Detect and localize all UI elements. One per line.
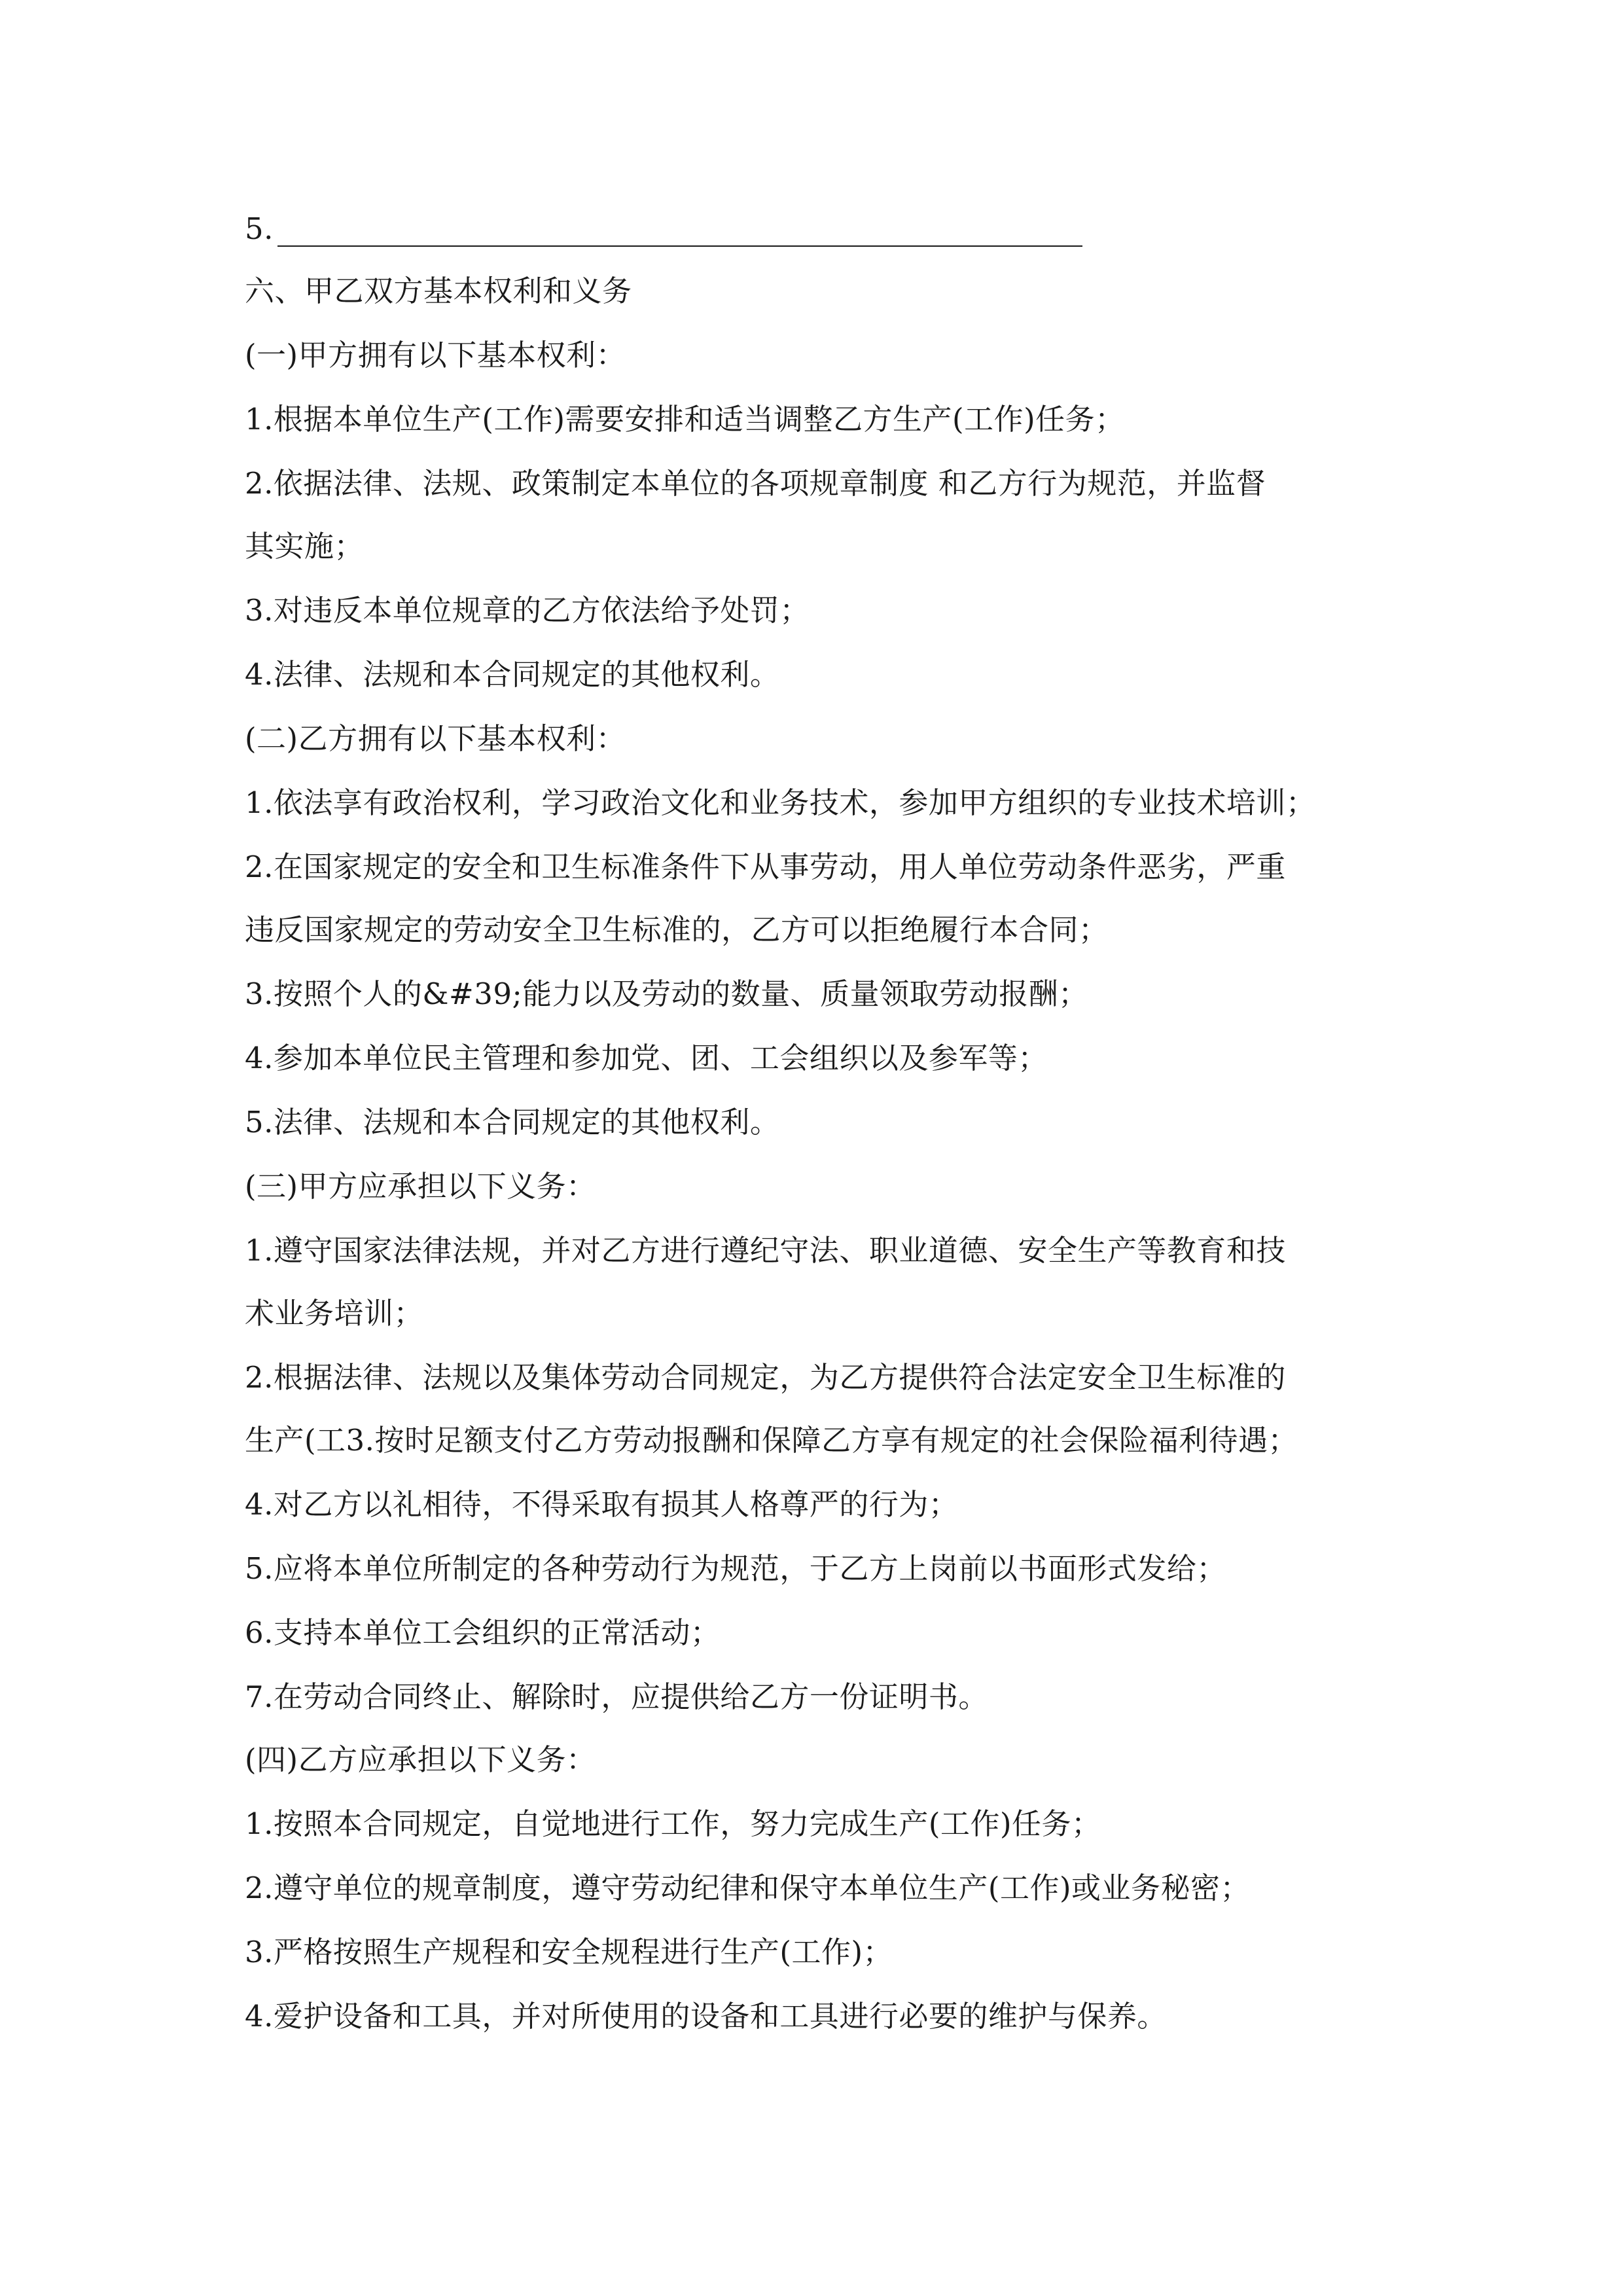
subsection-heading-3: (三)甲方应承担以下义务： bbox=[245, 1169, 596, 1204]
paragraph-line: 4.参加本单位民主管理和参加党、团、工会组织以及参军等； bbox=[245, 1041, 1048, 1075]
paragraph-line: 3.严格按照生产规程和安全规程进行生产(工作)； bbox=[245, 1935, 893, 1969]
paragraph-line: 1.按照本合同规定，自觉地进行工作，努力完成生产(工作)任务； bbox=[245, 1806, 1101, 1841]
paragraph-line: 2.遵守单位的规章制度，遵守劳动纪律和保守本单位生产(工作)或业务秘密； bbox=[245, 1871, 1251, 1905]
paragraph-line: 2.依据法律、法规、政策制定本单位的各项规章制度 和乙方行为规范，并监督 bbox=[245, 466, 1266, 501]
paragraph-line: 4.爱护设备和工具，并对所使用的设备和工具进行必要的维护与保养。 bbox=[245, 1999, 1167, 2034]
section-heading: 六、甲乙双方基本权利和义务 bbox=[245, 274, 632, 308]
subsection-heading-2: (二)乙方拥有以下基本权利： bbox=[245, 721, 626, 756]
item-5-blank bbox=[245, 209, 1387, 249]
paragraph-line: 2.在国家规定的安全和卫生标准条件下从事劳动，用人单位劳动条件恶劣，严重 bbox=[245, 850, 1286, 884]
paragraph-line: 6.支持本单位工会组织的正常活动； bbox=[245, 1615, 721, 1650]
paragraph-line: 4.法律、法规和本合同规定的其他权利。 bbox=[245, 657, 780, 692]
paragraph-line: 7.在劳动合同终止、解除时，应提供给乙方一份证明书。 bbox=[245, 1679, 988, 1714]
paragraph-line: 其实施； bbox=[245, 529, 365, 564]
paragraph-line: 4.对乙方以礼相待，不得采取有损其人格尊严的行为； bbox=[245, 1487, 959, 1522]
paragraph-line: 1.遵守国家法律法规，并对乙方进行遵纪守法、职业道德、安全生产等教育和技 bbox=[245, 1233, 1286, 1268]
paragraph-line: 1.根据本单位生产(工作)需要安排和适当调整乙方生产(工作)任务； bbox=[245, 402, 1125, 437]
paragraph-line: 3.对违反本单位规章的乙方依法给予处罚； bbox=[245, 593, 810, 628]
item-5-label: 5. bbox=[245, 211, 274, 246]
paragraph-line: 生产(工3.按时足额支付乙方劳动报酬和保障乙方享有规定的社会保险福利待遇； bbox=[245, 1423, 1298, 1458]
subsection-heading-4: (四)乙方应承担以下义务： bbox=[245, 1742, 596, 1777]
paragraph-line: 违反国家规定的劳动安全卫生标准的，乙方可以拒绝履行本合同； bbox=[245, 912, 1109, 947]
subsection-heading-1: (一)甲方拥有以下基本权利： bbox=[245, 338, 626, 372]
fill-in-blank-line bbox=[277, 245, 1082, 247]
paragraph-line: 5.法律、法规和本合同规定的其他权利。 bbox=[245, 1105, 780, 1139]
paragraph-line: 3.按照个人的&#39;能力以及劳动的数量、质量领取劳动报酬； bbox=[245, 977, 1088, 1011]
paragraph-line: 1.依法享有政治权利，学习政治文化和业务技术，参加甲方组织的专业技术培训； bbox=[245, 785, 1316, 820]
paragraph-line: 2.根据法律、法规以及集体劳动合同规定，为乙方提供符合法定安全卫生标准的 bbox=[245, 1360, 1286, 1395]
paragraph-line: 5.应将本单位所制定的各种劳动行为规范，于乙方上岗前以书面形式发给； bbox=[245, 1551, 1226, 1586]
paragraph-line: 术业务培训； bbox=[245, 1296, 424, 1331]
